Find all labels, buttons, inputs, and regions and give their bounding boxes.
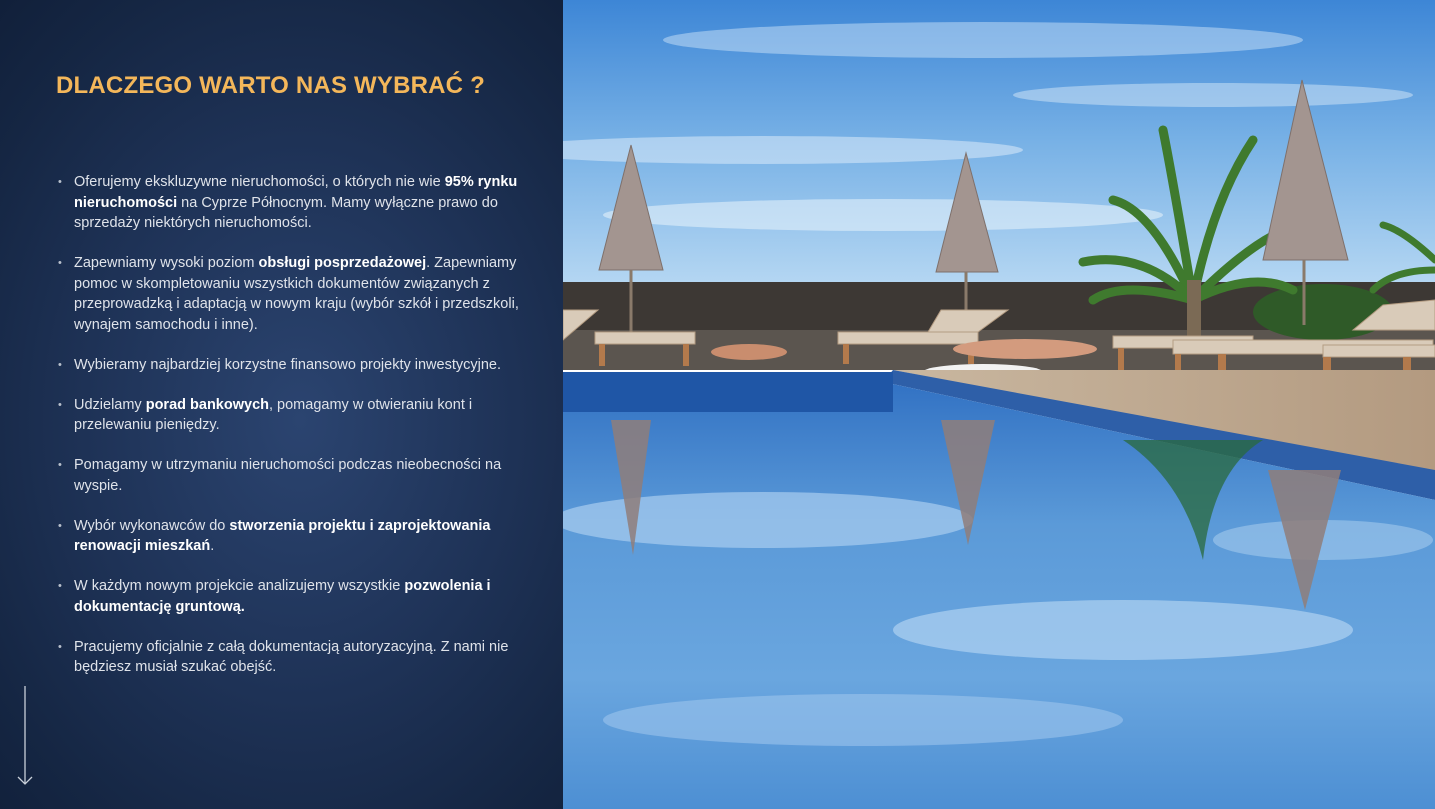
info-panel xyxy=(0,0,563,809)
benefit-highlight: stworzenia projektu i zaprojektowania renowacji mieszkań xyxy=(74,517,491,554)
benefit-text: na Cyprze Północnym. Mamy wyłączne prawo do sprzedaży niektórych nieruchomości. xyxy=(74,194,498,231)
benefit-item xyxy=(58,172,533,234)
benefit-text: Pomagamy w utrzymaniu nieruchomości podczas nieobecności na wyspie. xyxy=(74,457,502,494)
benefit-highlight: obsługi posprzedażowej xyxy=(258,255,427,271)
benefit-item xyxy=(58,516,533,557)
benefit-item xyxy=(58,637,533,678)
benefit-item xyxy=(58,395,533,436)
benefit-item xyxy=(58,253,533,335)
benefit-highlight: porad bankowych xyxy=(145,396,269,413)
benefit-text: Wybór wykonawców do xyxy=(74,517,230,534)
benefit-text: Oferujemy ekskluzywne nieruchomości, o których nie wie xyxy=(74,174,445,190)
benefit-text: Pracujemy oficjalnie z całą dokumentacją autoryzacyjną. Z nami nie będziesz musiał szukać obejść. xyxy=(74,638,509,675)
benefit-highlight: 95% rynku nieruchomości xyxy=(74,174,518,211)
pool-photo xyxy=(563,0,1435,809)
benefit-text: Udzielamy xyxy=(74,396,146,413)
benefit-text: , pomagamy w otwieraniu kont i przelewaniu pieniędzy. xyxy=(74,396,473,433)
benefit-text: . Zapewniamy pomoc w skompletowaniu wszystkich dokumentów związanych z przeprowadzką i adaptacją w nowym kraju (wybór szkół i przedszkoli, wynajem samochodu i inne). xyxy=(74,255,519,333)
benefits-list xyxy=(58,172,533,697)
benefit-item xyxy=(58,455,533,496)
page-title: DLACZEGO WARTO NAS WYBRAĆ ? xyxy=(56,72,485,99)
pool-resort-image xyxy=(563,0,1435,809)
arrow-down-icon[interactable] xyxy=(15,686,35,790)
benefit-text: . xyxy=(210,538,215,554)
benefit-item xyxy=(58,355,533,376)
benefit-highlight: pozwolenia i dokumentację gruntową. xyxy=(74,578,491,615)
benefit-text: Zapewniamy wysoki poziom xyxy=(74,255,259,271)
benefit-text: Wybieramy najbardziej korzystne finansowo projekty inwestycyjne. xyxy=(74,356,501,373)
benefit-text: W każdym nowym projekcie analizujemy wszystkie xyxy=(74,578,405,594)
benefit-item xyxy=(58,576,533,617)
